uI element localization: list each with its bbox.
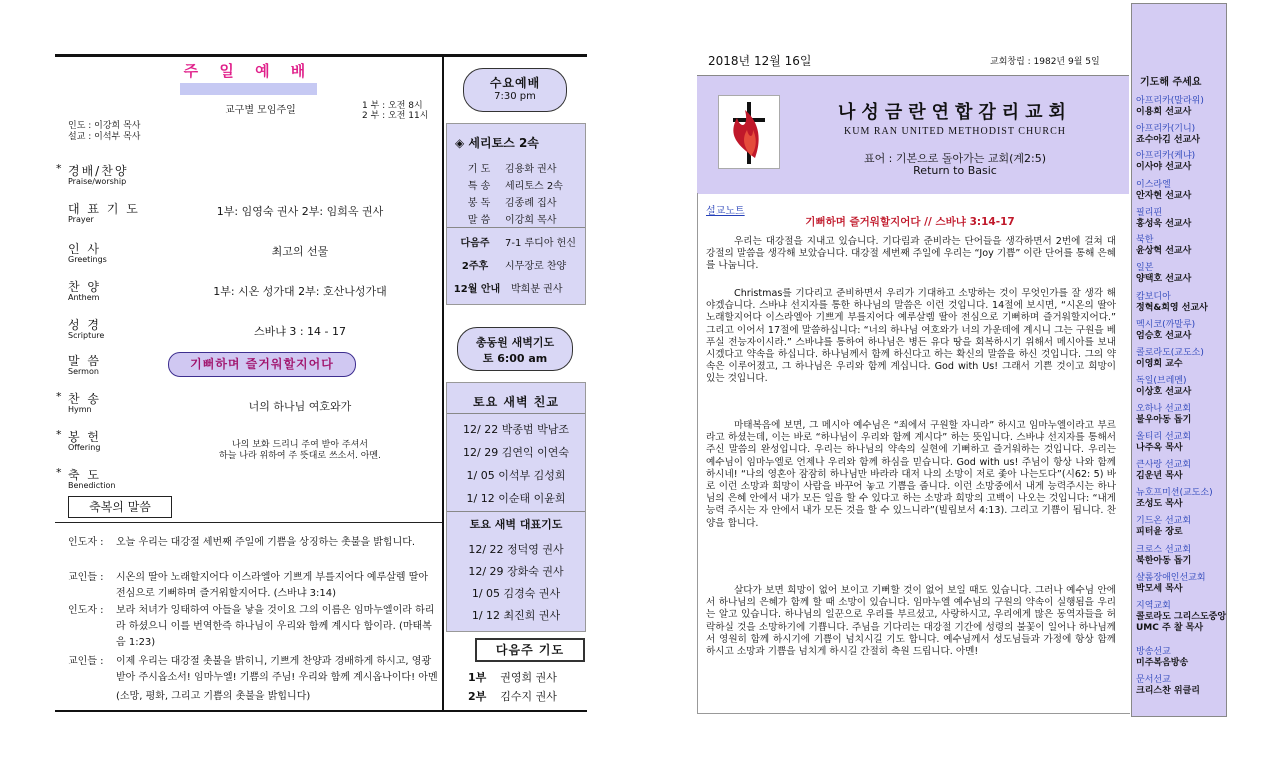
- prayer-item: [1136, 675, 1228, 697]
- order-sub: Sermon: [68, 367, 99, 376]
- prayer-region: 문서선교: [1136, 675, 1171, 685]
- row-key: 다음주: [460, 238, 490, 249]
- prayer-region: 멕시코(까말루): [1136, 320, 1196, 330]
- prayer-missionary: 조성도 목사: [1136, 499, 1183, 509]
- order-row-anthem: [60, 278, 440, 308]
- prayer-missionary: 이상호 선교사: [1136, 387, 1192, 397]
- bulletin-date: 2018년 12월 16일: [708, 54, 812, 68]
- prayer-missionary: 김운년 목사: [1136, 471, 1183, 481]
- standing-mark: *: [56, 390, 62, 403]
- saturday-box: [446, 382, 586, 632]
- prayer-region: 아프리카(말라위): [1136, 96, 1204, 106]
- sermon-title-pill: 기뻐하며 즐거워할지어다: [168, 352, 356, 377]
- prayer-region: 뉴호프미션(교도소): [1136, 488, 1213, 498]
- leader-presider: 인도 : 이강희 목사: [68, 121, 141, 131]
- order-sub: Prayer: [68, 215, 94, 224]
- church-name-english: KUM RAN UNITED METHODIST CHURCH: [844, 126, 1066, 137]
- prayer-item: [1136, 180, 1228, 202]
- offering-text-1: 나의 보화 드리니 주여 받아 주셔서: [231, 440, 369, 450]
- wednesday-title: 수요예배: [489, 76, 541, 90]
- order-sub: Hymn: [68, 405, 92, 414]
- prayer-item: [1136, 516, 1228, 538]
- column-divider: [442, 57, 444, 712]
- prayer-region: 콜로라도(교도소): [1136, 348, 1204, 358]
- prayer-item: [1136, 124, 1228, 146]
- prayer-item: [1136, 96, 1228, 118]
- row-value: 7-1 루디아 헌신: [505, 238, 576, 249]
- saturday-row: 1/ 12 이순태 이윤희: [466, 492, 566, 505]
- row-value: 김용화 권사: [505, 164, 557, 175]
- row-value: 박희분 권사: [511, 284, 563, 295]
- order-content: 1부: 임영숙 권사 2부: 임희옥 권사: [216, 205, 384, 218]
- prayer-region: 지역교회: [1136, 601, 1171, 611]
- order-content: 스바냐 3 : 14 - 17: [253, 325, 347, 338]
- prayer-item: [1136, 320, 1228, 342]
- saturday-prayer-title: 토요 새벽 대표기도: [469, 518, 563, 531]
- blessing-label: 축복의 말씀: [68, 496, 172, 518]
- prayer-missionary: 이사야 선교사: [1136, 162, 1192, 172]
- row-key: 봉 독: [467, 198, 491, 209]
- next-prayer-row-1: [468, 669, 557, 685]
- saturday-divider: [447, 511, 585, 512]
- row-value: 김수지 권사: [500, 690, 557, 703]
- saturday-title: 토요 새벽 친교: [473, 395, 559, 409]
- prayer-region: 오하나 선교회: [1136, 404, 1192, 414]
- sermon-paragraph: 우리는 대강절을 지내고 있습니다. 기다림과 준비라는 단어들을 생각하면서 2번에 걸쳐 대강절의 말씀을 생각해 보았습니다. 대강절 세번째 주일에 우리는 “Joy 기쁨” 이란 단어를 통해 은혜를 나눕니다.: [706, 236, 1116, 272]
- row-key: 2부: [468, 690, 487, 703]
- worship-title: [180, 62, 317, 95]
- prayer-item: [1136, 292, 1228, 314]
- title-highlight: [180, 83, 317, 95]
- prayer-region: 큰사랑 선교회: [1136, 460, 1192, 470]
- prayer-item: [1136, 647, 1228, 669]
- cell-divider: [447, 227, 585, 228]
- dawn-time: 토 6:00 am: [482, 352, 548, 365]
- row-value: 권영희 권사: [500, 671, 557, 684]
- wednesday-service-oval: [463, 68, 567, 112]
- leader-preacher: 설교 : 이석부 목사: [68, 132, 141, 142]
- sermon-note-label: 설교노트: [706, 206, 745, 217]
- order-label: 축 도: [68, 468, 101, 482]
- dawn-title: 총동원 새벽기도: [475, 336, 555, 349]
- order-sub: Benediction: [68, 481, 116, 490]
- wednesday-time: 7:30 pm: [494, 91, 536, 102]
- order-row-hymn: [56, 390, 440, 420]
- cell-service-box: [446, 123, 586, 305]
- prayer-missionary: 안자현 선교사: [1136, 191, 1192, 201]
- prayer-missionary: 양택호 선교사: [1136, 274, 1192, 284]
- prayer-region: 이스라엘: [1136, 180, 1171, 190]
- prayer-item: [1136, 573, 1228, 595]
- prayer-missionary: 이영희 교수: [1136, 359, 1183, 369]
- order-row-scripture: [60, 316, 440, 346]
- next-prayer-row-2: [468, 688, 557, 704]
- saturday-row: 1/ 05 이석부 김성희: [466, 469, 566, 482]
- prayer-missionary: 박모세 목사: [1136, 584, 1183, 594]
- responsive-speaker: 인도자 :: [68, 605, 104, 616]
- prayer-item: [1136, 151, 1228, 173]
- service-subtitle: 교구별 모임주일: [225, 105, 296, 116]
- responsive-speaker: 교인들 :: [68, 656, 104, 667]
- bottom-rule: [55, 710, 587, 712]
- order-label: 성 경: [68, 318, 101, 332]
- church-theme-english: Return to Basic: [913, 164, 997, 177]
- prayer-item: [1136, 432, 1228, 454]
- prayer-region: 방송선교: [1136, 647, 1171, 657]
- order-content: 1부: 시온 성가대 2부: 호산나성가대: [213, 285, 387, 298]
- prayer-item: [1136, 348, 1228, 370]
- standing-mark: *: [56, 162, 62, 175]
- standing-mark: *: [56, 428, 62, 441]
- cell-title: ◈ 세리토스 2속: [455, 136, 539, 150]
- responsive-text: (소망, 평화, 그리고 기쁨의 촛불을 밝힙니다): [116, 691, 311, 702]
- order-content: 너의 하나님 여호와가: [248, 400, 352, 413]
- saturday-row: 12/ 22 박종범 박남조: [463, 423, 569, 436]
- prayer-region: 북한: [1136, 235, 1154, 245]
- order-label: 경배/찬양: [68, 164, 129, 178]
- service-time-1: 1 부 : 오전 8시: [362, 101, 423, 111]
- prayer-region: 캄보디아: [1136, 292, 1171, 302]
- row-value: 김종례 집사: [505, 198, 557, 209]
- prayer-missionary: 나주옥 목사: [1136, 443, 1183, 453]
- prayer-region: 필리핀: [1136, 208, 1163, 218]
- order-row-benediction: [56, 466, 440, 496]
- row-value: 이강희 목사: [505, 215, 557, 226]
- row-key: 말 씀: [467, 215, 491, 226]
- row-key: 1부: [468, 671, 487, 684]
- order-row-greetings: [60, 240, 440, 270]
- responsive-item: [68, 654, 438, 686]
- next-prayer-title: 다음주 기도: [475, 638, 585, 662]
- sermon-paragraph: Christmas를 기다리고 준비하면서 우리가 기대하고 소망하는 것이 무엇인가를 잘 생각 해야겠습니다. 스바냐 선지자를 통한 하나님의 말씀은 이런 것입니다. 14절에 보시면, “시온의 딸아 노래할지어다 이스라엘아 기쁘게 부를지어다 예루살렘 딸아 전심으로 기뻐하며 즐거워할지어다.” 그리고 이어서 17절에 말씀하십니다: “너의 하나님 여호와가 너의 가운데에 계시니 그는 구원을 베푸실 전능자이시라.” 스바냐를 통하여 하나님은 병든 유다 땅을 회복하시기 위해서 메시아를 보내시겠다고 약속을 하십니다. 하나님께서 함께 하신다고 하는 확신의 말씀을 하신 것입니다. 그의 약속은 이루어졌고, 그 하나님은 우리와 함께 계십니다. God with Us! 그래서 기쁜 것이고 희망이 있는 것입니다.: [706, 288, 1116, 385]
- prayer-missionary: 크리스찬 위클리: [1136, 686, 1200, 696]
- prayer-missionary: 정혁&희영 선교사: [1136, 303, 1208, 313]
- saturday-divider: [447, 413, 585, 414]
- prayer-missionary: 북한아동 돕기: [1136, 556, 1192, 566]
- dawn-prayer-oval: [457, 327, 573, 371]
- order-sub: Anthem: [68, 293, 100, 302]
- prayer-item: [1136, 235, 1228, 257]
- order-label: 찬 송: [68, 392, 101, 406]
- responsive-item: [68, 570, 438, 602]
- prayer-missionary: 이용희 선교사: [1136, 107, 1192, 117]
- prayer-item: [1136, 404, 1228, 426]
- sermon-paragraph: 살다가 보면 희망이 없어 보이고 기뻐할 것이 없어 보일 때도 있습니다. 그러나 예수님 안에서 하나님의 은혜가 함께 할 때 소망이 있습니다. 임마누엘 예수님의 구원의 약속이 실행됨을 우리는 알고 있습니다. 하나님의 일꾼으로 우리를 부르셨고, 사랑하시고, 우리에게 많은 동역자들을 허락하실 것을 소망하기에 기쁩니다. 주님을 기다리는 대강절 기간에 성령의 불꽃이 일어나 하나님께서 영원히 함께 하시기에 기쁨이 넘치시길 기도 합니다. 예수님께서 성도님들과 가정에 항상 함께 하시고 소망과 기쁨을 넘치게 하시길 간절히 축원 드립니다. 아멘!: [706, 585, 1116, 658]
- worship-title-text: 주 일 예 배: [183, 62, 314, 80]
- prayer-missionary: 엄승호 선교사: [1136, 331, 1192, 341]
- order-label: 인 사: [68, 242, 101, 256]
- responsive-speaker: 교인들 :: [68, 572, 104, 583]
- church-name: 나성금란연합감리교회: [838, 102, 1072, 123]
- row-key: 특 송: [467, 181, 491, 192]
- prayer-region: 크로스 선교회: [1136, 545, 1192, 555]
- saturday-prayer-row: 12/ 22 정덕영 권사: [468, 543, 564, 556]
- row-key: 12월 안내: [453, 284, 501, 295]
- prayer-item: [1136, 601, 1228, 634]
- prayer-item: [1136, 263, 1228, 285]
- prayer-item: [1136, 208, 1228, 230]
- prayer-missionary: 홍성욱 선교사: [1136, 219, 1192, 229]
- order-sub: Praise/worship: [68, 177, 127, 186]
- order-label: 대 표 기 도: [68, 202, 140, 216]
- row-key: 기 도: [467, 164, 491, 175]
- order-sub: Offering: [68, 443, 101, 452]
- order-row-prayer: [60, 200, 440, 230]
- sermon-paragraph: 마태복음에 보면, 그 메시아 예수님은 “죄에서 구원할 자니라” 하시고 임마누엘이라고 부르라고 하셨는데, 이는 바로 “하나님이 우리와 함께 계시다” 하는 뜻입니다. 스바냐 선지자를 통해서 주신 말씀의 완성입니다. 우리는 하나님의 약속의 실현에 기뻐하고 즐거워하는 것입니다. 우리는 예수님이 임마누엘로 언제나 우리와 함께 하심을 믿습니다. God with us! 주님이 항상 나와 함께 하시네! “나의 영혼아 잠잠히 하나님만 바라라 대저 나의 소망이 저로 좇아 나는도다”(시62: 5) 바로 이런 소망과 희망이 사람을 바꾸어 놓고 기쁨을 줍니다. 이런 소망중에서 내게 능력주시는 하나님의 은혜 안에서 내가 모든 일을 할 수 있다고 하는 소망과 희망의 고백이 나오는 것입니다: “내게 능력 주시는 자 안에서 내가 모든 것을 할 수 있느니라”(빌립보서 4:13). 그리고 기쁨이 됩니다. 찬양을 합니다.: [706, 420, 1116, 529]
- row-value: 세리토스 2속: [505, 181, 563, 192]
- responsive-text: 보라 처녀가 잉태하여 아들을 낳을 것이요 그의 이름은 임마누엘이라 하리라 하셨으니 이를 번역한즉 하나님이 우리와 함께 계시다 함이라. (마태복음 1:23): [116, 605, 435, 648]
- prayer-region: 아프리카(기니): [1136, 124, 1196, 134]
- prayer-item: [1136, 376, 1228, 398]
- order-label: 찬 양: [68, 280, 101, 294]
- prayer-missionary: 윤상혁 선교사: [1136, 246, 1192, 256]
- responsive-speaker: 인도자 :: [68, 537, 104, 548]
- service-time-2: 2 부 : 오전 11시: [362, 111, 429, 121]
- order-row-praise: [56, 162, 440, 192]
- prayer-missionary: 콜로라도 그리스도중앙 UMC 주 찰 목사: [1136, 612, 1227, 633]
- prayer-item: [1136, 460, 1228, 482]
- prayer-region: 샬롬장애인선교회: [1136, 573, 1206, 583]
- top-rule: [55, 54, 587, 57]
- church-theme: 표어 : 기본으로 돌아가는 교회(계2:5): [863, 152, 1047, 165]
- cross-flame-logo-icon: [718, 95, 780, 169]
- saturday-prayer-row: 1/ 05 김경숙 권사: [471, 587, 561, 600]
- saturday-prayer-row: 1/ 12 최진희 권사: [471, 609, 561, 622]
- responsive-rule: [55, 522, 442, 523]
- responsive-text: 오늘 우리는 대강절 세번째 주일에 기쁨을 상징하는 촛불을 밝힙니다.: [116, 537, 416, 548]
- prayer-missionary: 피터윤 장로: [1136, 527, 1183, 537]
- prayer-region: 아프리카(케냐): [1136, 151, 1196, 161]
- responsive-item: [68, 535, 438, 567]
- offering-text-2: 하늘 나라 위하여 주 뜻대로 쓰소서. 아멘.: [219, 451, 381, 461]
- saturday-prayer-row: 12/ 29 장화숙 권사: [468, 565, 564, 578]
- row-key: 2주후: [461, 261, 489, 272]
- order-content: 최고의 선물: [271, 245, 329, 258]
- prayer-missionary: 불우아동 돕기: [1136, 415, 1192, 425]
- responsive-item: [68, 689, 438, 705]
- order-sub: Greetings: [68, 255, 107, 264]
- order-label: 말 씀: [68, 354, 101, 368]
- responsive-text: 이제 우리는 대강절 촛불을 밝히니, 기쁘게 찬양과 경배하게 하시고, 영광 받아 주시옵소서! 임마누엘! 기쁨의 주님! 우리와 함께 계시옵나이다! 아멘: [116, 656, 438, 683]
- responsive-text: 시온의 딸아 노래할지어다 이스라엘아 기쁘게 부를지어다 예루살렘 딸아 전심으로 기뻐하며 즐거워할지어다. (스바냐 3:14): [116, 572, 429, 599]
- prayer-region: 올티리 선교회: [1136, 432, 1192, 442]
- standing-mark: *: [56, 466, 62, 479]
- prayer-item: [1136, 488, 1228, 510]
- saturday-row: 12/ 29 김연익 이연숙: [463, 446, 569, 459]
- row-value: 시무장로 찬양: [505, 261, 567, 272]
- prayer-missionary: 미주복음방송: [1136, 658, 1189, 668]
- prayer-region: 기드온 선교회: [1136, 516, 1192, 526]
- prayer-title: 기도해 주세요: [1140, 77, 1202, 88]
- prayer-item: [1136, 545, 1228, 567]
- prayer-region: 일본: [1136, 263, 1154, 273]
- founded-date: 교회창립 : 1982년 9월 5일: [990, 57, 1100, 67]
- prayer-missionary: 죠수아김 선교사: [1136, 135, 1200, 145]
- prayer-region: 독일(브레멘): [1136, 376, 1187, 386]
- responsive-item: [68, 603, 438, 651]
- order-label: 봉 헌: [68, 430, 101, 444]
- order-sub: Scripture: [68, 331, 105, 340]
- sermon-heading: 기뻐하며 즐거워할지어다 // 스바냐 3:14-17: [805, 216, 1015, 228]
